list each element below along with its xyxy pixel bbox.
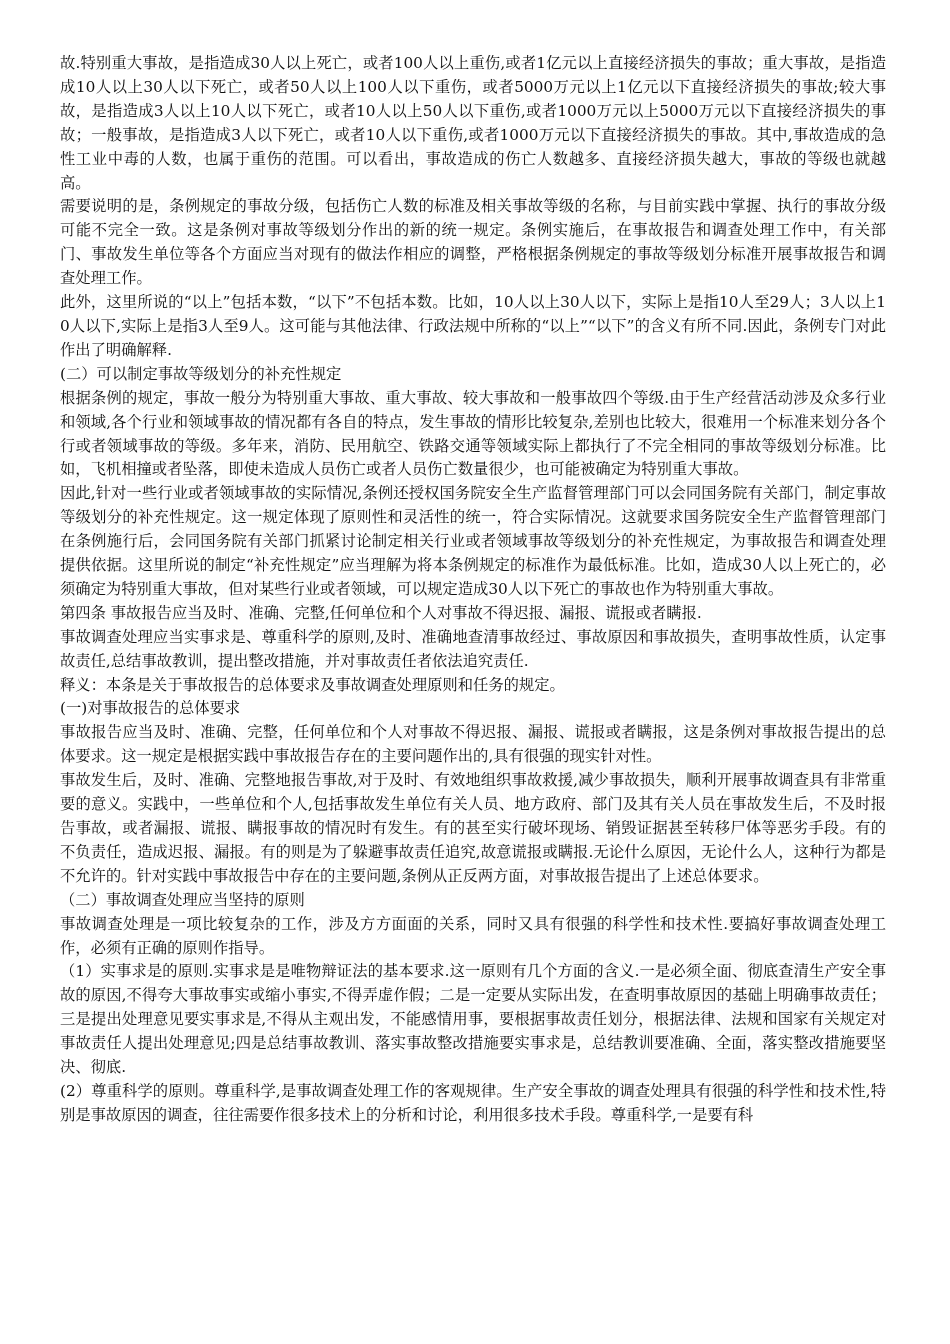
paragraph-principle-seek-truth: （1）实事求是的原则.实事求是是唯物辩证法的基本要求.这一原则有几个方面的含义.一是必须全面、彻底查清生产安全事故的原因,不得夸大事故事实或缩小事实,不得弄虚作假；二是一定要从实际出发，在查明事故原因的基础上明确事故责任；三是提出处理意见要实事求是,不得从主观出发，不能感情用事，要根据事故责任划分，根据法律、法规和国家有关规定对事故责任人提出处理意见;四是总结事故教训、落实事故整改措施要实事求是，总结教训要准确、全面，落实整改措施要坚决、彻底.: [60, 962, 886, 1077]
paragraph-grading-note: 需要说明的是，条例规定的事故分级，包括伤亡人数的标准及相关事故等级的名称，与目前实践中掌握、执行的事故分级可能不完全一致。这是条例对事故等级划分作出的新的统一规定。条例实施后，在事故报告和调查处理工作中，有关部门、事故发生单位等各个方面应当对现有的做法作相应的调整，严格根据条例规定的事故等级划分标准开展事故报告和调查处理工作。: [60, 197, 886, 288]
paragraph-reporting-practice: 事故发生后，及时、准确、完整地报告事故,对于及时、有效地组织事故救援,减少事故损失，顺利开展事故调查具有非常重要的意义。实践中，一些单位和个人,包括事故发生单位有关人员、地方政府、部门及其有关人员在事故发生后，不及时报告事故，或者漏报、谎报、瞒报事故的情况时有发生。有的甚至实行破坏现场、销毁证据甚至转移尸体等恶劣手段。有的不负责任，造成迟报、漏报。有的则是为了躲避事故责任追究,故意谎报或瞒报.无论什么原因，无论什么人，这种行为都是不允许的。针对实践中事故报告中存在的主要问题,条例从正反两方面，对事故报告提出了上述总体要求。: [60, 771, 886, 885]
paragraph-investigation-principle: 事故调查处理应当实事求是、尊重科学的原则,及时、准确地查清事故经过、事故原因和事故损失，查明事故性质，认定事故责任,总结事故教训，提出整改措施，并对事故责任者依法追究责任.: [60, 627, 886, 670]
section-heading-investigation-principles: （二）事故调查处理应当坚持的原则: [60, 890, 305, 909]
article-four-heading: 第四条 事故报告应当及时、准确、完整,任何单位和个人对事故不得迟报、漏报、谎报或者瞒报.: [60, 603, 702, 622]
paragraph-supplementary-authorization: 因此,针对一些行业或者领域事故的实际情况,条例还授权国务院安全生产监督管理部门可以会同国务院有关部门，制定事故等级划分的补充性规定。这一规定体现了原则性和灵活性的统一，符合实际情况。这就要求国务院安全生产监督管理部门在条例施行后，会同国务院有关部门抓紧讨论制定相关行业或者领域事故等级划分的补充性规定，为事故报告和调查处理提供依据。这里所说的制定“补充性规定”应当理解为将本条例规定的标准作为最低标准。比如，造成30人以上死亡的，必须确定为特别重大事故，但对某些行业或者领域，可以规定造成30人以下死亡的事故也作为特别重大事故。: [60, 484, 886, 598]
paragraph-investigation-complexity: 事故调查处理是一项比较复杂的工作，涉及方方面面的关系，同时又具有很强的科学性和技术性.要搞好事故调查处理工作，必须有正确的原则作指导。: [60, 914, 886, 957]
paragraph-accident-grades: 故.特别重大事故，是指造成30人以上死亡，或者100人以上重伤,或者1亿元以上直接经济损失的事故；重大事故，是指造成10人以上30人以下死亡，或者50人以上100人以下重伤，或者5000万元以上1亿元以下直接经济损失的事故;较大事故，是指造成3人以上10人以下死亡，或者10人以上50人以下重伤,或者1000万元以上5000万元以下直接经济损失的事故；一般事故，是指造成3人以下死亡，或者10人以下重伤,或者1000万元以下直接经济损失的事故。其中,事故造成的急性工业中毒的人数，也属于重伤的范围。可以看出，事故造成的伤亡人数越多、直接经济损失越大，事故的等级也就越高。: [60, 54, 886, 192]
paragraph-above-below-definition: 此外，这里所说的“以上”包括本数，“以下”不包括本数。比如，10人以上30人以下，实际上是指10人至29人；3人以上10人以下,实际上是指3人至9人。这可能与其他法律、行政法规中所称的“以上”“以下”的含义有所不同.因此，条例专门对此作出了明确解释.: [60, 293, 886, 359]
section-heading-reporting-requirements: (一)对事故报告的总体要求: [60, 699, 241, 718]
section-heading-supplementary-rules: (二）可以制定事故等级划分的补充性规定: [60, 364, 342, 383]
paragraph-reporting-requirements: 事故报告应当及时、准确、完整，任何单位和个人对事故不得迟报、漏报、谎报或者瞒报，这是条例对事故报告提出的总体要求。这一规定是根据实践中事故报告存在的主要问题作出的,具有很强的现实针对性。: [60, 723, 886, 766]
paragraph-interpretation: 释义：本条是关于事故报告的总体要求及事故调查处理原则和任务的规定。: [60, 675, 565, 694]
paragraph-four-grades: 根据条例的规定，事故一般分为特别重大事故、重大事故、较大事故和一般事故四个等级.由于生产经营活动涉及众多行业和领域,各个行业和领域事故的情况都有各自的特点，发生事故的情形比较复杂,差别也比较大，很难用一个标准来划分各个行或者领域事故的等级。多年来，消防、民用航空、铁路交通等领域实际上都执行了不完全相同的事故等级划分标准。比如，飞机相撞或者坠落，即使未造成人员伤亡或者人员伤亡数量很少，也可能被确定为特别重大事故。: [60, 388, 886, 479]
paragraph-principle-respect-science: (2）尊重科学的原则。尊重科学,是事故调查处理工作的客观规律。生产安全事故的调查处理具有很强的科学性和技术性,特别是事故原因的调查，往往需要作很多技术上的分析和讨论，利用很多技术手段。尊重科学,一是要有科: [60, 1081, 886, 1124]
